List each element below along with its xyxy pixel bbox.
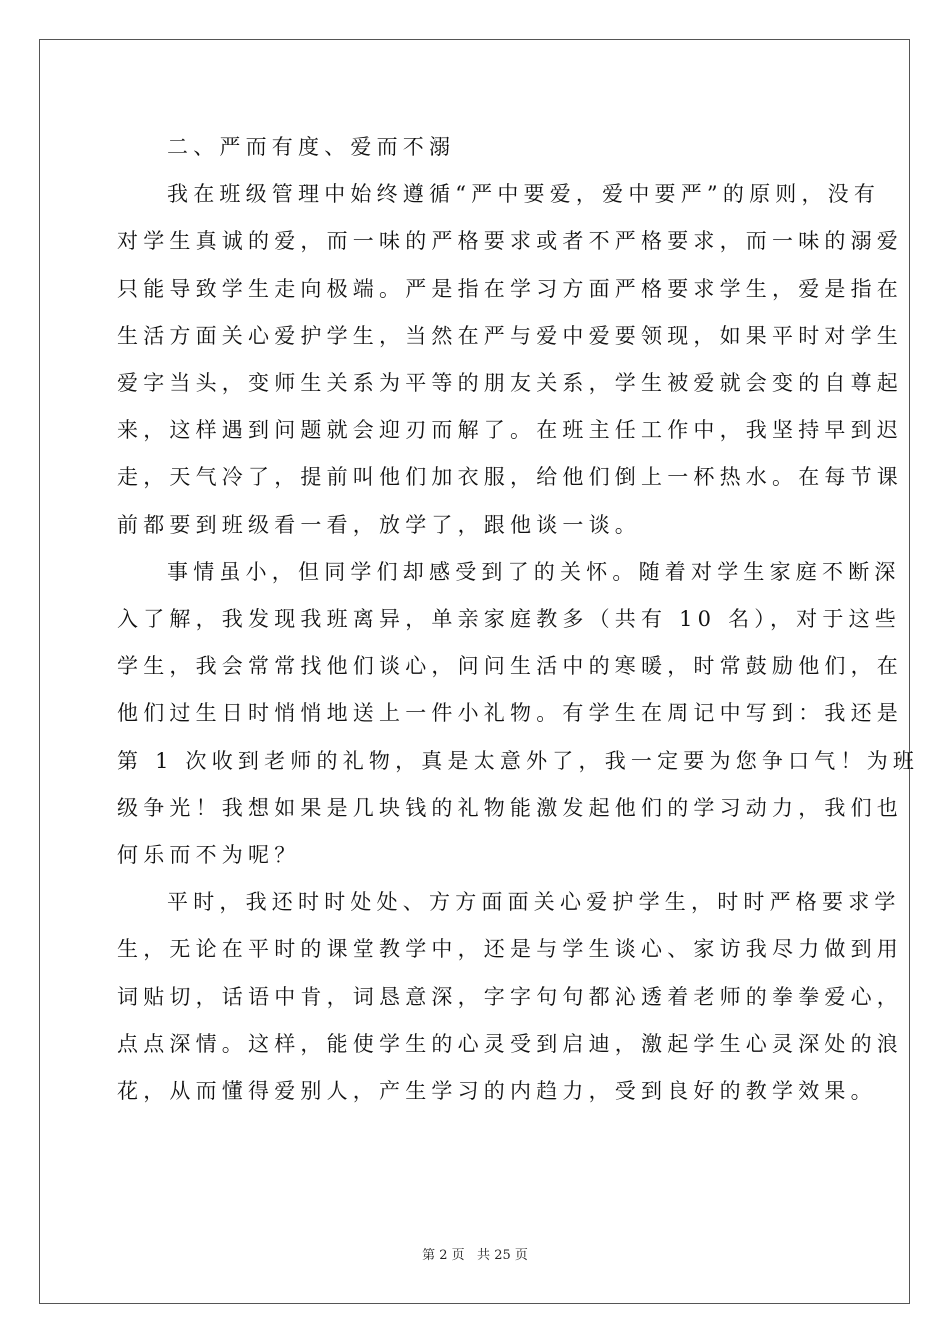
paragraph-1 xyxy=(117,171,903,549)
paragraph-2 xyxy=(117,549,920,879)
document-body xyxy=(117,124,920,1115)
paragraph-line: 他们过生日时悄悄地送上一件小礼物。有学生在周记中写到：我还是 xyxy=(117,701,903,726)
paragraph-line: 何乐而不为呢？ xyxy=(117,843,301,868)
paragraph-line: 平时，我还时时处处、方方面面关心爱护学生，时时严格要求学 xyxy=(167,890,901,915)
paragraph-line: 花，从而懂得爱别人，产生学习的内趋力，受到良好的教学效果。 xyxy=(117,1079,877,1104)
paragraph-line: 点点深情。这样，能使学生的心灵受到启迪，激起学生心灵深处的浪 xyxy=(117,1031,903,1056)
paragraph-line: 前都要到班级看一看，放学了，跟他谈一谈。 xyxy=(117,512,641,537)
paragraph-line: 只能导致学生走向极端。严是指在学习方面严格要求学生，爱是指在 xyxy=(117,276,903,301)
section-heading: 二、严而有度、爱而不溺 xyxy=(167,135,456,159)
paragraph-3 xyxy=(117,879,903,1115)
paragraph-line: 词贴切，话语中肯，词恳意深，字字句句都沁透着老师的拳拳爱心， xyxy=(117,984,903,1009)
paragraph-line: 学生，我会常常找他们谈心，问问生活中的寒暖，时常鼓励他们，在 xyxy=(117,654,903,679)
paragraph-line: 级争光！我想如果是几块钱的礼物能激发起他们的学习动力，我们也 xyxy=(117,795,903,820)
paragraph-line: 我在班级管理中始终遵循“严中要爱，爱中要严”的原则，没有 xyxy=(167,182,881,207)
paragraph-line: 爱字当头，变师生关系为平等的朋友关系，学生被爱就会变的自尊起 xyxy=(117,371,903,396)
paragraph-line: 生，无论在平时的课堂教学中，还是与学生谈心、家访我尽力做到用 xyxy=(117,937,903,962)
paragraph-line: 事情虽小，但同学们却感受到了的关怀。随着对学生家庭不断深 xyxy=(167,559,901,584)
page-number: 第 2 页 共 25 页 xyxy=(422,1248,528,1263)
paragraph-line: 对学生真诚的爱，而一味的严格要求或者不严格要求，而一味的溺爱 xyxy=(117,229,903,254)
paragraph-line: 来，这样遇到问题就会迎刃而解了。在班主任工作中，我坚持早到迟 xyxy=(117,418,903,443)
paragraph-line: 走，天气冷了，提前叫他们加衣服，给他们倒上一杯热水。在每节课 xyxy=(117,465,903,490)
paragraph-line: 第 1 次收到老师的礼物，真是太意外了，我一定要为您争口气！为班 xyxy=(117,748,920,773)
paragraph-line: 入了解，我发现我班离异，单亲家庭教多（共有 10 名），对于这些 xyxy=(117,607,901,632)
paragraph-line: 生活方面关心爱护学生，当然在严与爱中爱要领现，如果平时对学生 xyxy=(117,323,903,348)
